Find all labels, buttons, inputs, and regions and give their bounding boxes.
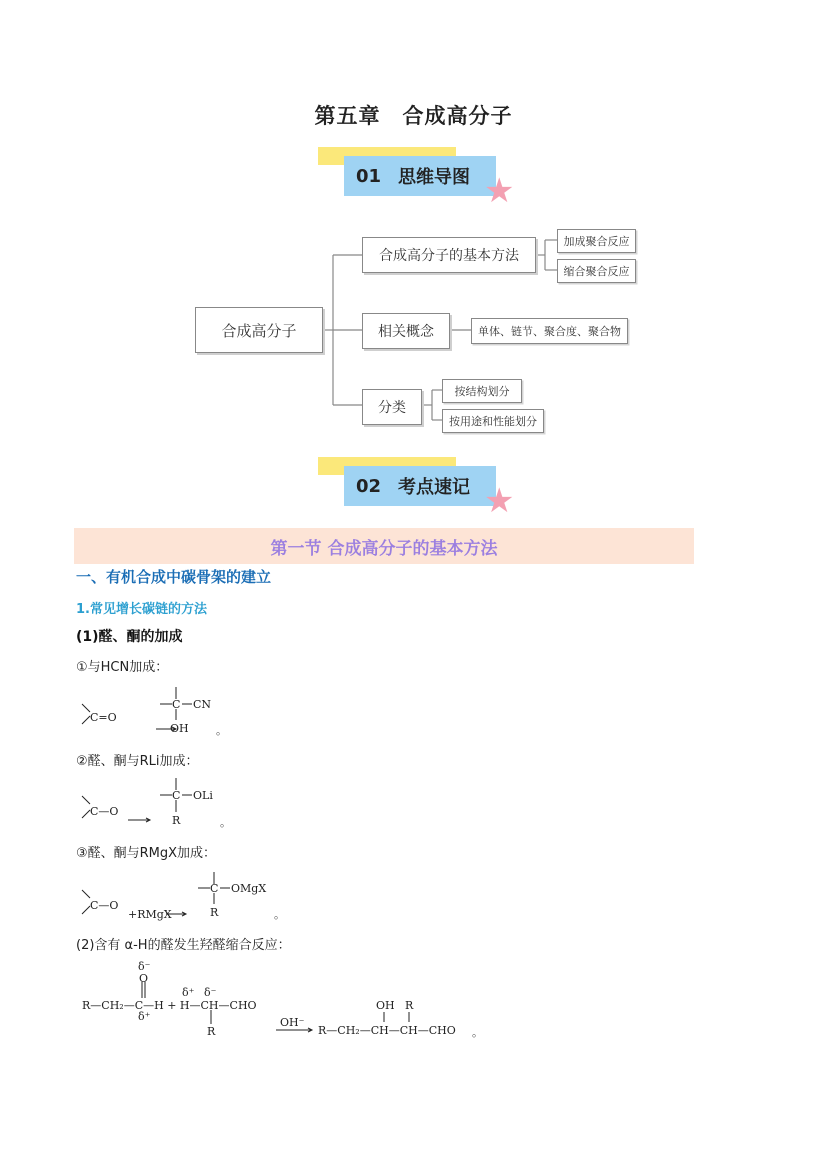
section-heading: 第一节 合成高分子的基本方法: [74, 528, 694, 564]
equation-rli: [76, 774, 246, 830]
product-oh: OH: [376, 999, 395, 1012]
mindmap-leaf-usage: 按用途和性能划分: [442, 409, 544, 433]
banner-number: 02: [356, 475, 382, 497]
reagent: +RMgX: [128, 908, 172, 921]
sentence-end: 。: [472, 1026, 483, 1039]
product-r: R: [405, 999, 414, 1012]
equation-hcn: [76, 680, 246, 740]
reactant-carbonyl: C—O: [90, 805, 119, 818]
item-label-aldol: (2)含有 α-H的醛发生羟醛缩合反应：: [76, 938, 291, 953]
banner-number: 01: [356, 165, 382, 187]
equation-aldol: [76, 958, 496, 1044]
banner-keypoints: [344, 466, 496, 506]
delta-minus-top: δ⁻: [138, 960, 151, 973]
star-icon: ★: [484, 481, 515, 521]
star-icon: ★: [484, 171, 515, 211]
equation-rmgx: [76, 866, 306, 926]
mindmap-branch-methods: 合成高分子的基本方法: [362, 237, 536, 273]
reactant-chain: R—CH₂—C—H + H—CH—CHO: [82, 999, 257, 1012]
reactant-carbonyl: C—O: [90, 899, 119, 912]
mindmap-branch-concepts: 相关概念: [362, 313, 450, 349]
product-chain: R—CH₂—CH—CH—CHO: [318, 1024, 456, 1037]
product-group: OLi: [193, 789, 213, 802]
catalyst: OH⁻: [280, 1016, 305, 1029]
delta-minus: δ⁻: [204, 986, 217, 999]
heading-level1: 一、有机合成中碳骨架的建立: [76, 568, 272, 586]
delta-plus: δ⁺: [182, 986, 195, 999]
mindmap-leaf-condensation: 缩合聚合反应: [557, 259, 636, 283]
heading-level3: (1)醛、酮的加成: [76, 629, 183, 645]
carbonyl-oxygen: O: [139, 972, 149, 985]
product-group: CN: [193, 698, 212, 711]
reactant-carbonyl: C=O: [90, 711, 117, 724]
delta-plus-bottom: δ⁺: [138, 1010, 151, 1023]
item-label-hcn: ①与HCN加成：: [76, 660, 169, 675]
page-title: 第五章 合成高分子: [314, 104, 513, 128]
item-label-rli: ②醛、酮与RLi加成：: [76, 754, 199, 769]
mindmap-root: 合成高分子: [195, 307, 323, 353]
mindmap-leaf-concepts: 单体、链节、聚合度、聚合物: [471, 318, 628, 344]
product-sub: R: [172, 814, 181, 827]
mindmap-branch-classification: 分类: [362, 389, 422, 425]
mindmap-leaf-addition: 加成聚合反应: [557, 229, 636, 253]
mindmap-leaf-structure: 按结构划分: [442, 379, 522, 403]
product-sub: R: [210, 906, 219, 919]
heading-level2: 1.常见增长碳链的方法: [76, 602, 207, 617]
sentence-end: 。: [274, 908, 285, 921]
carbon-atom: C: [172, 698, 181, 711]
sentence-end: 。: [216, 724, 227, 737]
sentence-end: 。: [220, 816, 231, 829]
substituent-r: R: [207, 1025, 216, 1038]
product-sub: OH: [170, 722, 189, 735]
carbon-atom: C: [210, 882, 219, 895]
product-group: OMgX: [231, 882, 267, 895]
carbon-atom: C: [172, 789, 181, 802]
banner-label: 思维导图: [398, 167, 470, 188]
item-label-rmgx: ③醛、酮与RMgX加成：: [76, 846, 217, 861]
banner-label: 考点速记: [398, 477, 470, 498]
